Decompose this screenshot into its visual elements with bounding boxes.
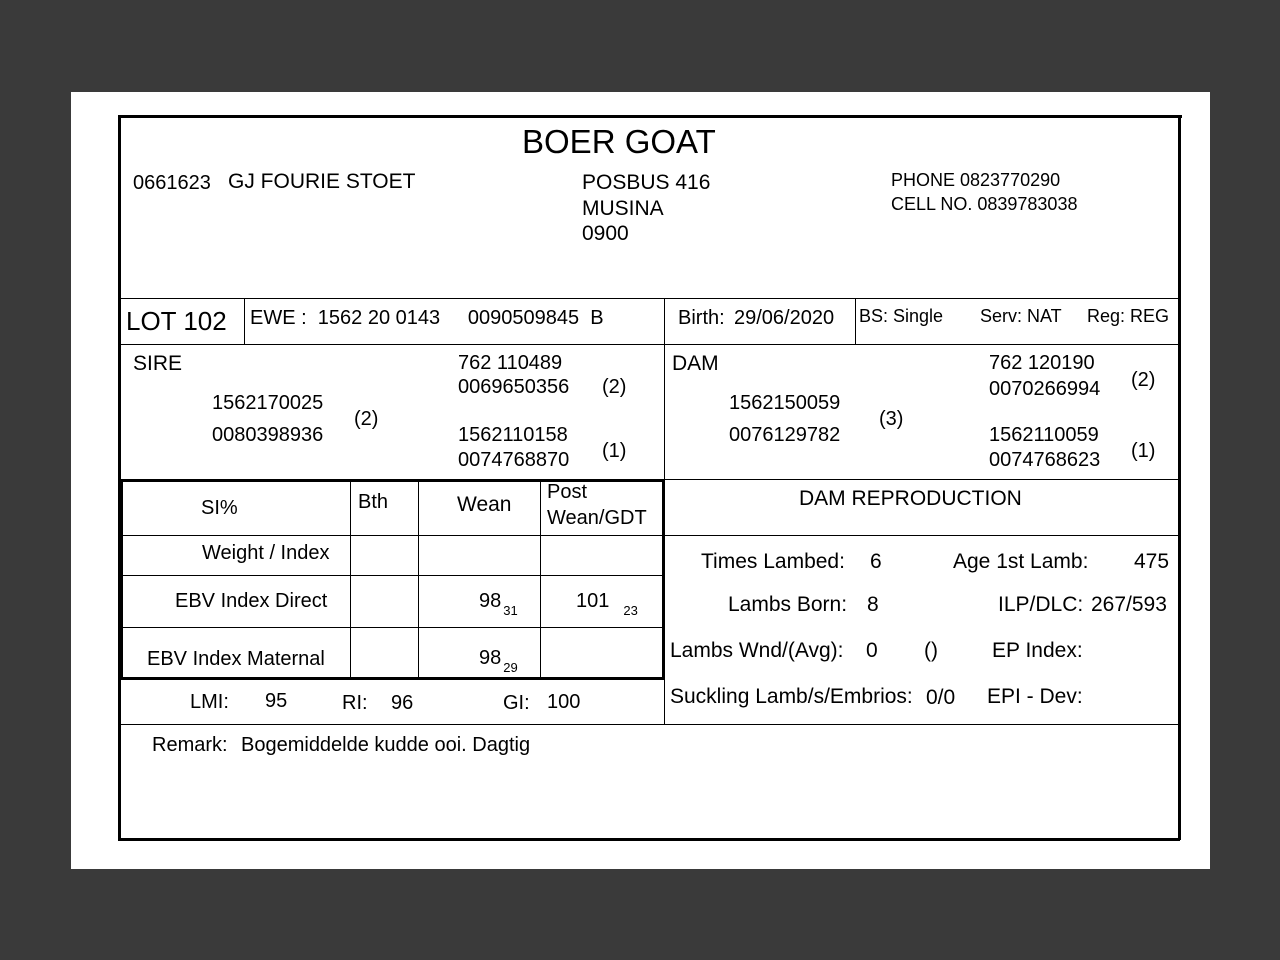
birth-label: Birth: xyxy=(678,307,725,329)
ewe-id: EWE : 1562 20 0143 0090509845 B xyxy=(250,307,604,329)
direct-post-accuracy: 23 xyxy=(623,603,638,618)
dam-id: 1562150059 xyxy=(729,392,841,414)
col-header-si: SI% xyxy=(201,497,238,519)
col-header-post: Wean/GDT xyxy=(547,507,647,529)
row-label-weight: Weight / Index xyxy=(202,542,330,564)
divider xyxy=(120,677,665,680)
divider xyxy=(120,479,123,679)
breeder-name: GJ FOURIE STOET xyxy=(228,170,416,193)
dam-label: DAM xyxy=(672,352,719,375)
divider xyxy=(120,724,1180,725)
dam-sire-count: (2) xyxy=(1131,369,1156,391)
address-line: MUSINA xyxy=(582,197,664,220)
frame-bottom xyxy=(118,838,1180,841)
dam-offspring-count: (3) xyxy=(879,408,904,430)
dam-dam-count: (1) xyxy=(1131,440,1156,462)
address-line: 0900 xyxy=(582,222,629,245)
cell-number: CELL NO. 0839783038 xyxy=(891,194,1078,214)
row-label-maternal: EBV Index Maternal xyxy=(147,648,325,670)
suckling-label: Suckling Lamb/s/Embrios: xyxy=(670,685,913,708)
lambs-born-value: 8 xyxy=(867,593,879,616)
sire-dam-id: 0074768870 xyxy=(458,449,570,471)
divider xyxy=(664,479,1180,480)
sire-id: 0080398936 xyxy=(212,424,324,446)
dam-dam-id: 1562110059 xyxy=(989,424,1099,446)
row-label-direct: EBV Index Direct xyxy=(175,590,328,612)
sire-dam-count: (1) xyxy=(602,440,627,462)
ilp-dlc-label: ILP/DLC: xyxy=(998,593,1084,616)
sire-label: SIRE xyxy=(133,352,183,375)
lambs-born-label: Lambs Born: xyxy=(728,593,848,616)
lambs-weaned-label: Lambs Wnd/(Avg): xyxy=(670,639,844,662)
age-first-lamb-label: Age 1st Lamb: xyxy=(953,550,1089,573)
lot-number: LOT 102 xyxy=(126,306,227,336)
dam-sire-id: 762 120190 xyxy=(989,352,1095,374)
dam-reproduction-title: DAM REPRODUCTION xyxy=(799,487,1022,510)
remark-text: Bogemiddelde kudde ooi. Dagtig xyxy=(241,734,531,756)
sire-sire-count: (2) xyxy=(602,376,627,398)
sire-dam-id: 1562110158 xyxy=(458,424,568,446)
ri-value: 96 xyxy=(391,692,414,714)
gi-label: GI: xyxy=(503,692,530,714)
maternal-wean-value: 98 $_{29}$ xyxy=(479,647,518,675)
divider xyxy=(120,627,665,628)
sire-offspring-count: (2) xyxy=(354,408,379,430)
col-header-wean: Wean xyxy=(457,493,512,516)
sire-sire-id: 0069650356 xyxy=(458,376,570,398)
phone-number: PHONE 0823770290 xyxy=(891,170,1061,190)
birth-status: BS: Single xyxy=(859,306,944,326)
lambs-weaned-average: () xyxy=(924,639,938,662)
gi-value: 100 xyxy=(547,691,581,713)
remark-label: Remark: xyxy=(152,734,228,756)
ilp-dlc-value: 267/593 xyxy=(1091,593,1167,616)
divider xyxy=(662,479,665,679)
divider xyxy=(350,481,351,679)
lambs-weaned-value: 0 xyxy=(866,639,878,662)
times-lambed-value: 6 xyxy=(870,550,882,573)
divider xyxy=(120,535,1180,536)
divider xyxy=(855,298,856,345)
ep-index-label: EP Index: xyxy=(992,639,1083,662)
dam-id: 0076129782 xyxy=(729,424,841,446)
frame-top xyxy=(118,115,1182,118)
times-lambed-label: Times Lambed: xyxy=(701,550,845,573)
direct-wean-accuracy: 31 xyxy=(503,603,518,618)
ri-label: RI: xyxy=(342,692,368,714)
breeder-code: 0661623 xyxy=(133,172,211,194)
address-line: POSBUS 416 xyxy=(582,171,711,194)
sire-id: 1562170025 xyxy=(212,392,324,414)
direct-post-value: 101 $_{23}$ xyxy=(576,590,638,618)
divider xyxy=(120,344,1180,345)
divider xyxy=(244,298,245,345)
frame-left xyxy=(118,115,121,840)
age-first-lamb-value: 475 xyxy=(1134,550,1170,573)
birth-date: 29/06/2020 xyxy=(734,307,835,329)
suckling-value: 0/0 xyxy=(926,686,956,709)
sire-sire-id: 762 110489 xyxy=(458,352,563,374)
divider xyxy=(120,575,665,576)
service-type: Serv: NAT xyxy=(980,306,1062,326)
epi-dev-label: EPI - Dev: xyxy=(987,685,1083,708)
direct-wean-value: 98 $_{31}$ xyxy=(479,590,518,618)
dam-dam-id: 0074768623 xyxy=(989,449,1101,471)
col-header-post: Post xyxy=(547,481,588,503)
divider xyxy=(418,481,419,679)
lmi-value: 95 xyxy=(265,690,288,712)
dam-sire-id: 0070266994 xyxy=(989,378,1101,400)
maternal-wean-accuracy: 29 xyxy=(503,660,518,675)
lmi-label: LMI: xyxy=(190,691,229,713)
col-header-bth: Bth xyxy=(358,491,389,513)
divider xyxy=(540,481,541,679)
divider xyxy=(120,298,1180,299)
frame-right xyxy=(1178,115,1181,840)
registration: Reg: REG xyxy=(1087,306,1170,326)
card-title: BOER GOAT xyxy=(522,123,716,160)
